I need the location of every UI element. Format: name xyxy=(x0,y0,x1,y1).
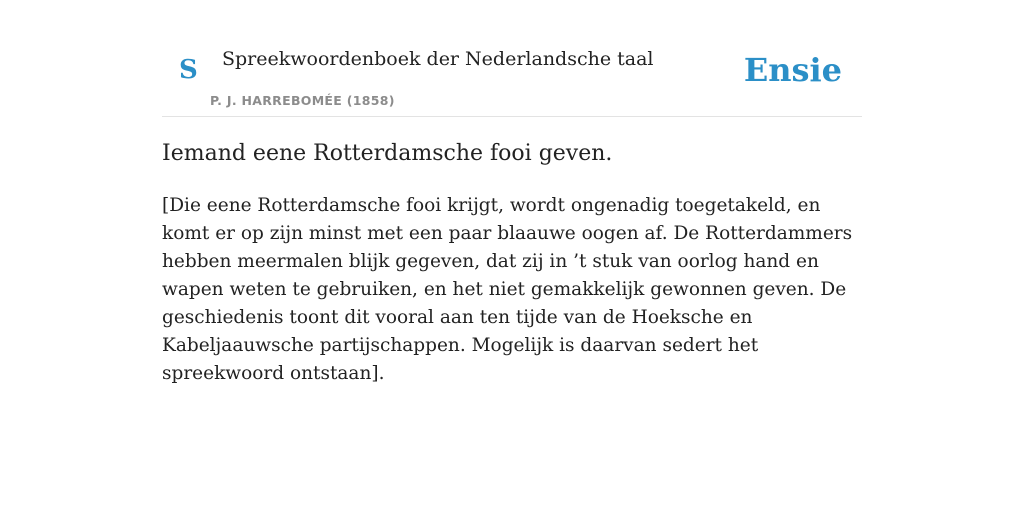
source-title[interactable]: Spreekwoordenboek der Nederlandsche taal xyxy=(222,48,654,70)
entry-body: [Die eene Rotterdamsche fooi krijgt, wordt ongenadig toegetakeld, en komt er op zijn minst met een paar blaauwe oogen af. De Rotterdammers hebben meermalen blijk gegeven, dat zij in ’t stuk van oorlog hand en wapen weten te gebruiken, en het niet gemakkelijk gewonnen geven. De geschiedenis toont dit vooral aan ten tijde van de Hoeksche en Kabeljaauwsche partijschappen. Mogelijk is daarvan sedert het spreekwoord ontstaan]. xyxy=(162,195,853,384)
source-logo[interactable]: S xyxy=(179,55,198,85)
source-author: P. J. HARREBOMÉE (1858) xyxy=(210,93,395,108)
brand-logo[interactable]: Ensie xyxy=(743,51,842,89)
source-header xyxy=(162,40,862,117)
entry-title: Iemand eene Rotterdamsche fooi geven. xyxy=(162,141,613,166)
